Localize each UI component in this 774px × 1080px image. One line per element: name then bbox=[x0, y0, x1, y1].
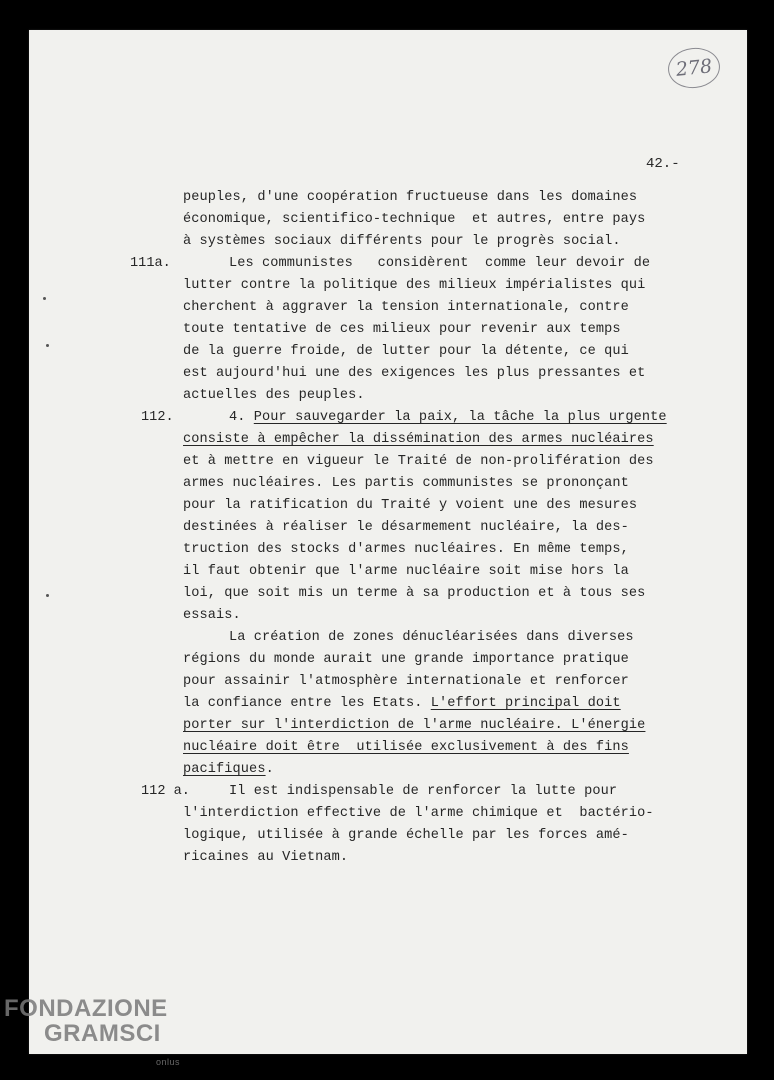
margin-mark bbox=[43, 297, 46, 300]
text-line: lutter contre la politique des milieux impérialistes qui bbox=[183, 278, 646, 293]
underlined-text-line: nucléaire doit être utilisée exclusivement à des fins bbox=[183, 740, 629, 755]
underlined-text: Pour sauvegarder la paix, la tâche la plus urgente bbox=[253, 410, 667, 425]
paragraph-number: 112 a. bbox=[141, 784, 190, 799]
watermark-line: FONDAZIONE bbox=[4, 995, 168, 1022]
text-line: truction des stocks d'armes nucléaires. En même temps, bbox=[183, 542, 629, 557]
text-segment: la confiance entre les Etats. bbox=[183, 696, 431, 711]
text-line: toute tentative de ces milieux pour revenir aux temps bbox=[183, 322, 621, 337]
watermark-line: onlus bbox=[156, 1057, 181, 1067]
text-line: destinées à réaliser le désarmement nucléaire, la des- bbox=[183, 520, 629, 535]
text-line: pour assainir l'atmosphère internationale et renforcer bbox=[183, 674, 629, 689]
text-line: peuples, d'une coopération fructueuse dans les domaines bbox=[183, 190, 638, 205]
fondazione-gramsci-watermark bbox=[4, 995, 181, 1067]
page-number: 42.- bbox=[646, 156, 680, 172]
text-line bbox=[183, 695, 621, 713]
text-line bbox=[183, 761, 274, 779]
margin-mark bbox=[46, 594, 49, 597]
underlined-text-line: consiste à empêcher la dissémination des armes nucléaires bbox=[183, 432, 654, 447]
text-line: est aujourd'hui une des exigences les plus pressantes et bbox=[183, 366, 646, 381]
list-number: 4. bbox=[229, 410, 254, 425]
underlined-text-line: porter sur l'interdiction de l'arme nucléaire. L'énergie bbox=[183, 718, 646, 733]
text-line: actuelles des peuples. bbox=[183, 388, 365, 403]
text-line: Il est indispensable de renforcer la lutte pour bbox=[229, 784, 618, 799]
text-line bbox=[229, 409, 667, 427]
text-line: cherchent à aggraver la tension internationale, contre bbox=[183, 300, 629, 315]
text-line: de la guerre froide, de lutter pour la détente, ce qui bbox=[183, 344, 629, 359]
text-line: La création de zones dénucléarisées dans diverses bbox=[229, 630, 634, 645]
text-line: à systèmes sociaux différents pour le progrès social. bbox=[183, 234, 621, 249]
text-line: il faut obtenir que l'arme nucléaire soit mise hors la bbox=[183, 564, 629, 579]
text-line: et à mettre en vigueur le Traité de non-prolifération des bbox=[183, 454, 654, 469]
text-line: ricaines au Vietnam. bbox=[183, 850, 349, 865]
text-line: essais. bbox=[183, 608, 241, 623]
paragraph-number: 111a. bbox=[130, 256, 171, 271]
paragraph-number: 112. bbox=[141, 410, 174, 425]
archive-number-stamp: 278 bbox=[666, 45, 722, 90]
text-segment: . bbox=[265, 762, 274, 777]
text-line: régions du monde aurait une grande importance pratique bbox=[183, 652, 629, 667]
text-line: Les communistes considèrent comme leur devoir de bbox=[229, 256, 651, 271]
text-line: loi, que soit mis un terme à sa production et à tous ses bbox=[183, 586, 646, 601]
text-line: pour la ratification du Traité y voient une des mesures bbox=[183, 498, 638, 513]
underlined-text: pacifiques bbox=[183, 762, 266, 777]
text-line: logique, utilisée à grande échelle par les forces amé- bbox=[183, 828, 629, 843]
margin-mark bbox=[46, 344, 49, 347]
text-line: l'interdiction effective de l'arme chimique et bactério- bbox=[183, 806, 654, 821]
watermark-line: GRAMSCI bbox=[44, 1020, 161, 1047]
underlined-text: L'effort principal doit bbox=[430, 696, 621, 711]
text-line: économique, scientifico-technique et autres, entre pays bbox=[183, 212, 646, 227]
text-line: armes nucléaires. Les partis communistes se prononçant bbox=[183, 476, 629, 491]
